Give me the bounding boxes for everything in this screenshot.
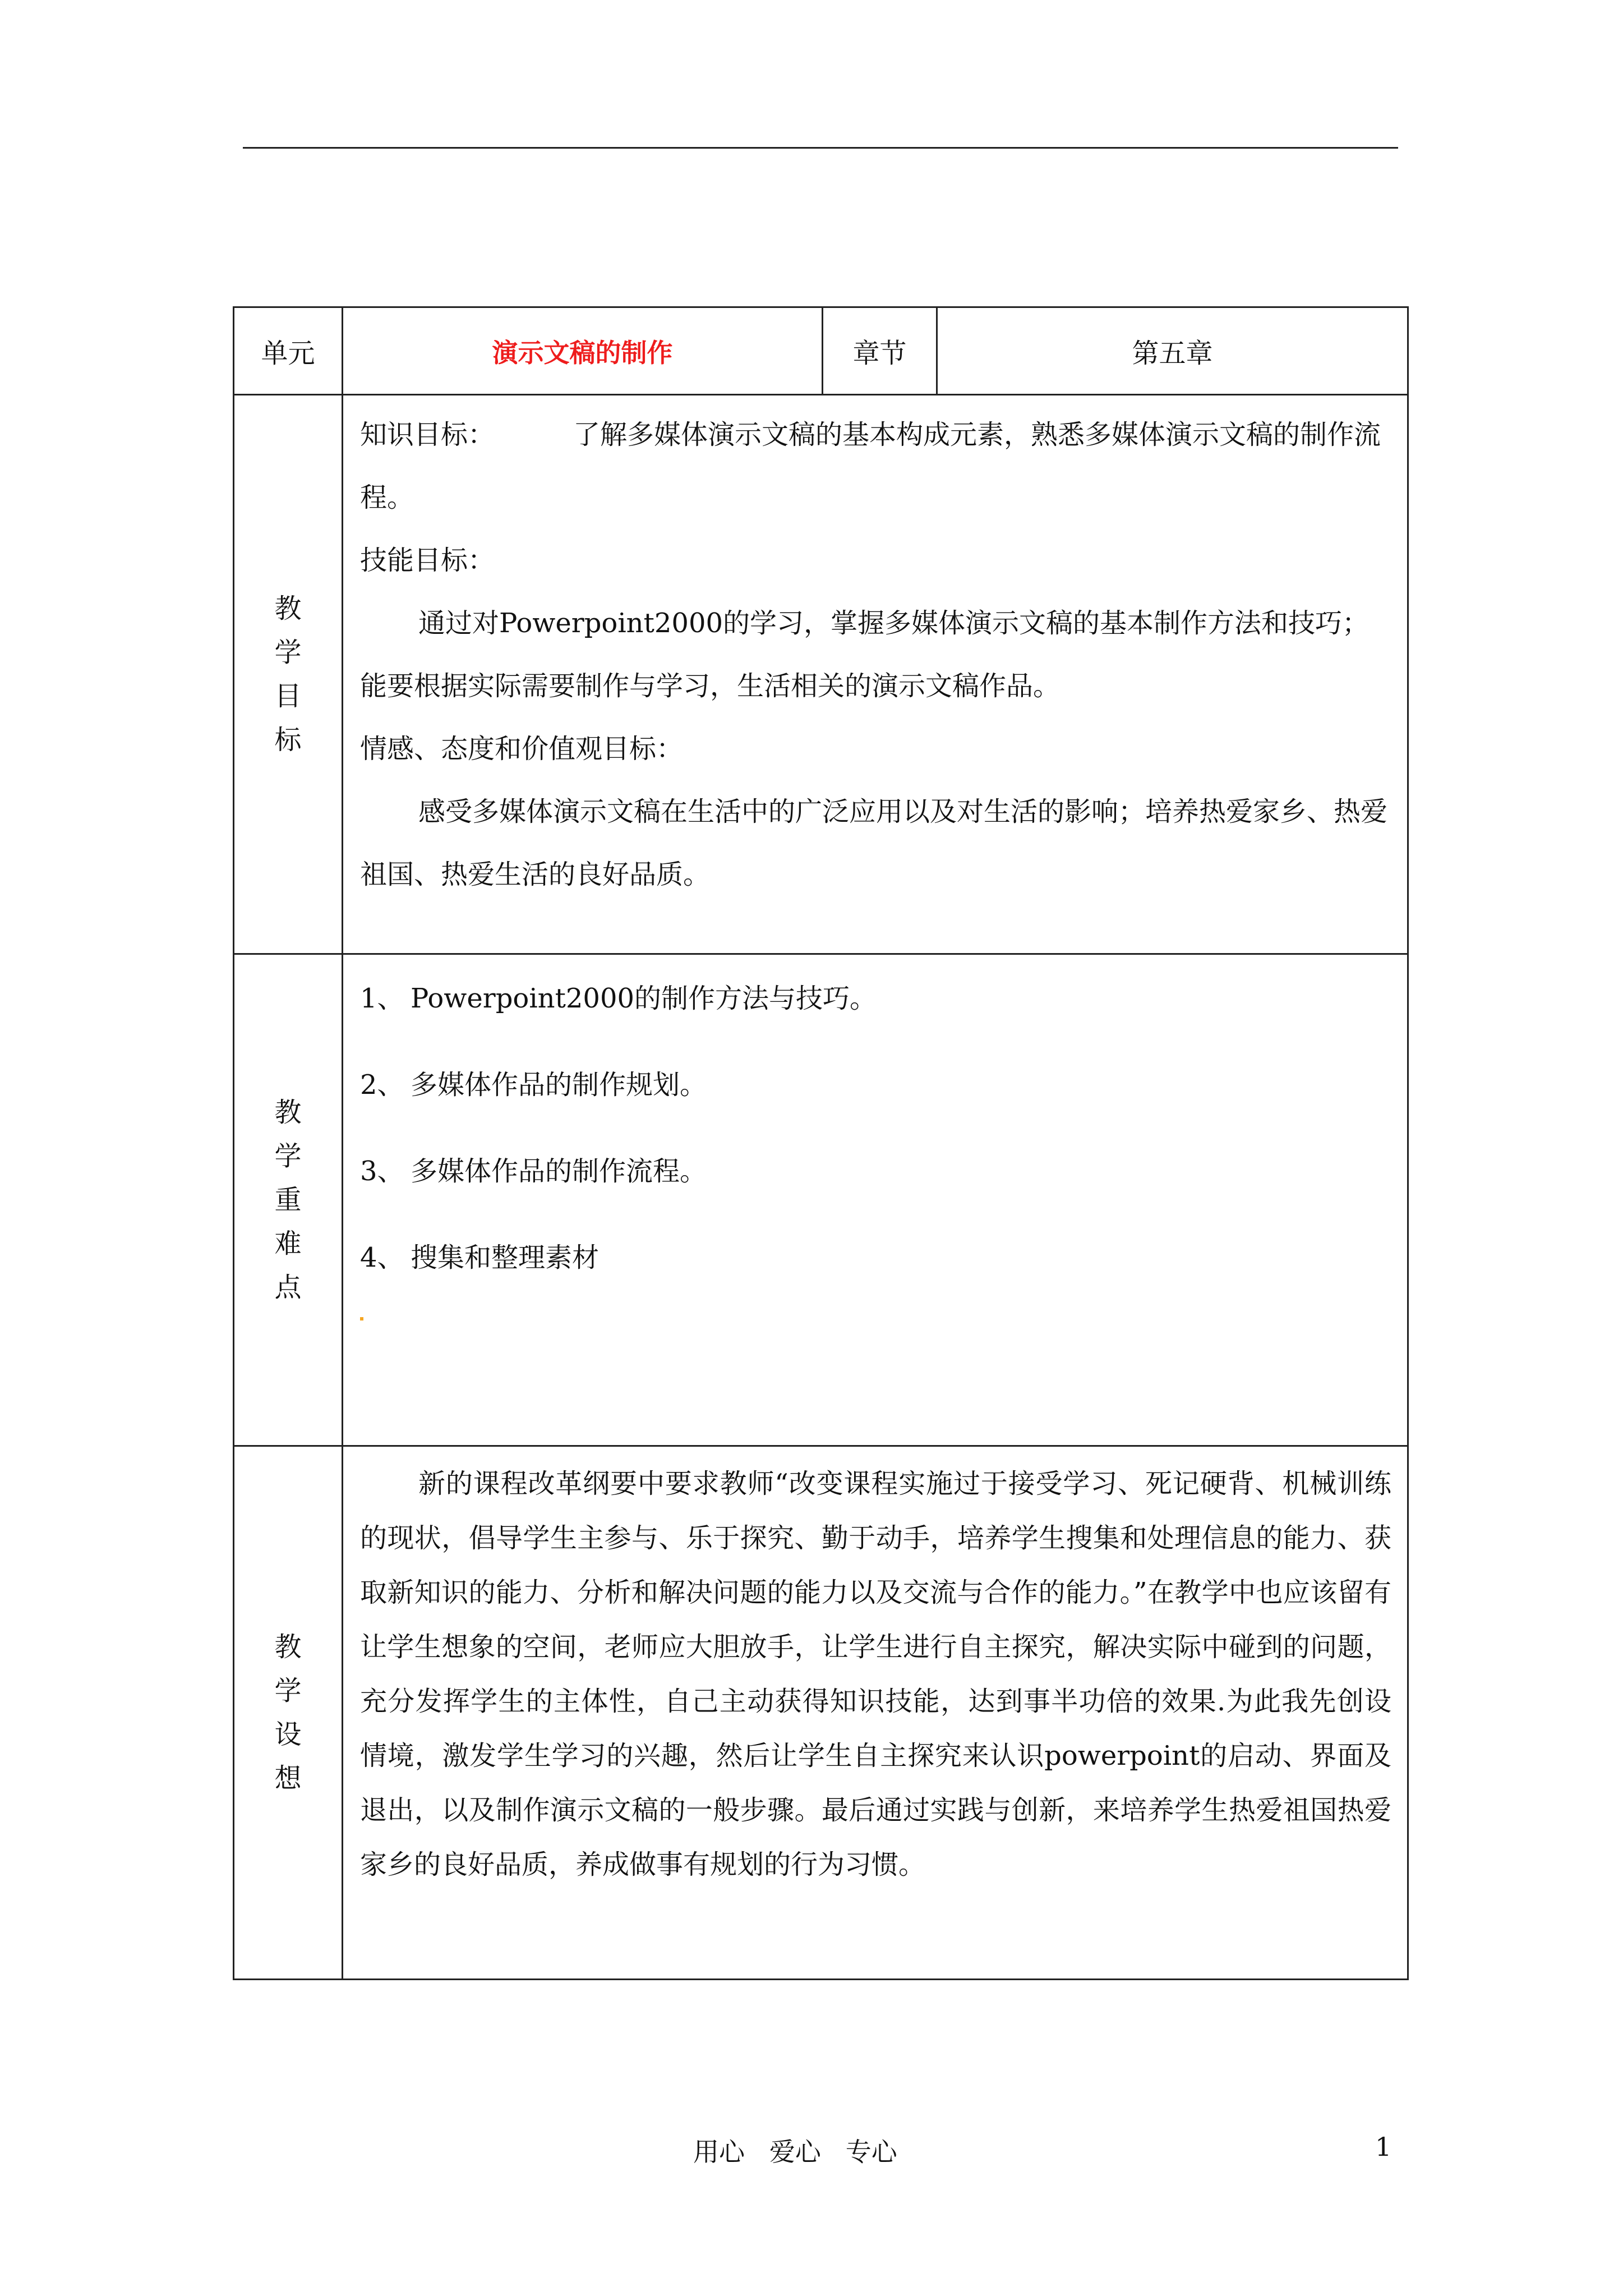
list-item-text: 多媒体作品的制作规划。: [411, 1069, 707, 1101]
chapter-label-cell: [823, 307, 937, 395]
key-difficulties-row: [234, 954, 1408, 1446]
list-item-number: 2、: [360, 1069, 404, 1101]
list-item: [360, 1060, 1391, 1147]
list-item: [360, 1147, 1391, 1233]
skill-goal-text: 通过对Powerpoint2000的学习，掌握多媒体演示文稿的基本制作方法和技巧；能要根据实际需要制作与学习，生活相关的演示文稿作品。: [360, 608, 1370, 702]
teaching-design-row: [234, 1446, 1408, 1980]
stray-mark: [360, 1317, 363, 1320]
list-item: [360, 1233, 1391, 1319]
chapter-value: 第五章: [1132, 338, 1213, 369]
teaching-design-content: [343, 1446, 1408, 1980]
list-item-text: Powerpoint2000的制作方法与技巧。: [411, 983, 877, 1014]
lesson-plan-table: [233, 306, 1409, 1980]
list-item-number: 4、: [360, 1242, 404, 1273]
teaching-design-label-cell: [234, 1446, 343, 1980]
teaching-design-label: 教学设想: [274, 1631, 302, 1794]
list-item-text: 搜集和整理素材: [411, 1242, 600, 1273]
list-item-number: 3、: [360, 1156, 404, 1187]
key-difficulties-content: [343, 954, 1408, 1446]
knowledge-goal-text: 了解多媒体演示文稿的基本构成元素，熟悉多媒体演示文稿的制作流程。: [360, 419, 1381, 513]
emotion-goal-text: 感受多媒体演示文稿在生活中的广泛应用以及对生活的影响；培养热爱家乡、热爱祖国、热爱生活的良好品质。: [360, 796, 1388, 890]
teaching-goals-content: [343, 395, 1408, 954]
chapter-value-cell: [937, 307, 1408, 395]
teaching-goals-label: 教学目标: [274, 593, 302, 756]
footer-motto: 用心 爱心 专心: [693, 2137, 897, 2167]
unit-title-cell: [343, 307, 823, 395]
teaching-design-text: 新的课程改革纲要中要求教师“改变课程实施过于接受学习、死记硬背、机械训练的现状，倡导学生主参与、乐于探究、勤于动手，培养学生搜集和处理信息的能力、获取新知识的能力、分析和解决问题的能力以及交流与合作的能力。”在教学中也应该留有让学生想象的空间，老师应大胆放手，让学生进行自主探究，解决实际中碰到的问题，充分发挥学生的主体性，自己主动获得知识技能，达到事半功倍的效果.为此我先创设情境，激发学生学习的兴趣，然后让学生自主探究来认识powerpoint的启动、界面及退出，以及制作演示文稿的一般步骤。最后通过实践与创新，来培养学生热爱祖国热爱家乡的良好品质，养成做事有规划的行为习惯。: [360, 1468, 1391, 1880]
emotion-goal-label: 情感、态度和价值观目标：: [360, 733, 684, 765]
header-rule: [243, 147, 1398, 149]
teaching-goals-row: [234, 395, 1408, 954]
page-number: 1: [1375, 2132, 1392, 2162]
knowledge-goal-label: 知识目标：: [360, 419, 495, 450]
chapter-label: 章节: [852, 338, 907, 369]
knowledge-goal: [360, 403, 1391, 529]
unit-title: 演示文稿的制作: [492, 337, 673, 368]
key-difficulties-label-cell: [234, 954, 343, 1446]
unit-label-cell: [234, 307, 343, 395]
list-item: [360, 974, 1391, 1060]
table-header-row: [234, 307, 1408, 395]
list-item-number: 1、: [360, 983, 404, 1014]
key-difficulties-label: 教学重难点: [274, 1097, 302, 1303]
unit-label: 单元: [261, 338, 315, 369]
list-item-text: 多媒体作品的制作流程。: [411, 1156, 707, 1187]
teaching-goals-label-cell: [234, 395, 343, 954]
skill-goal-label: 技能目标：: [360, 545, 495, 576]
